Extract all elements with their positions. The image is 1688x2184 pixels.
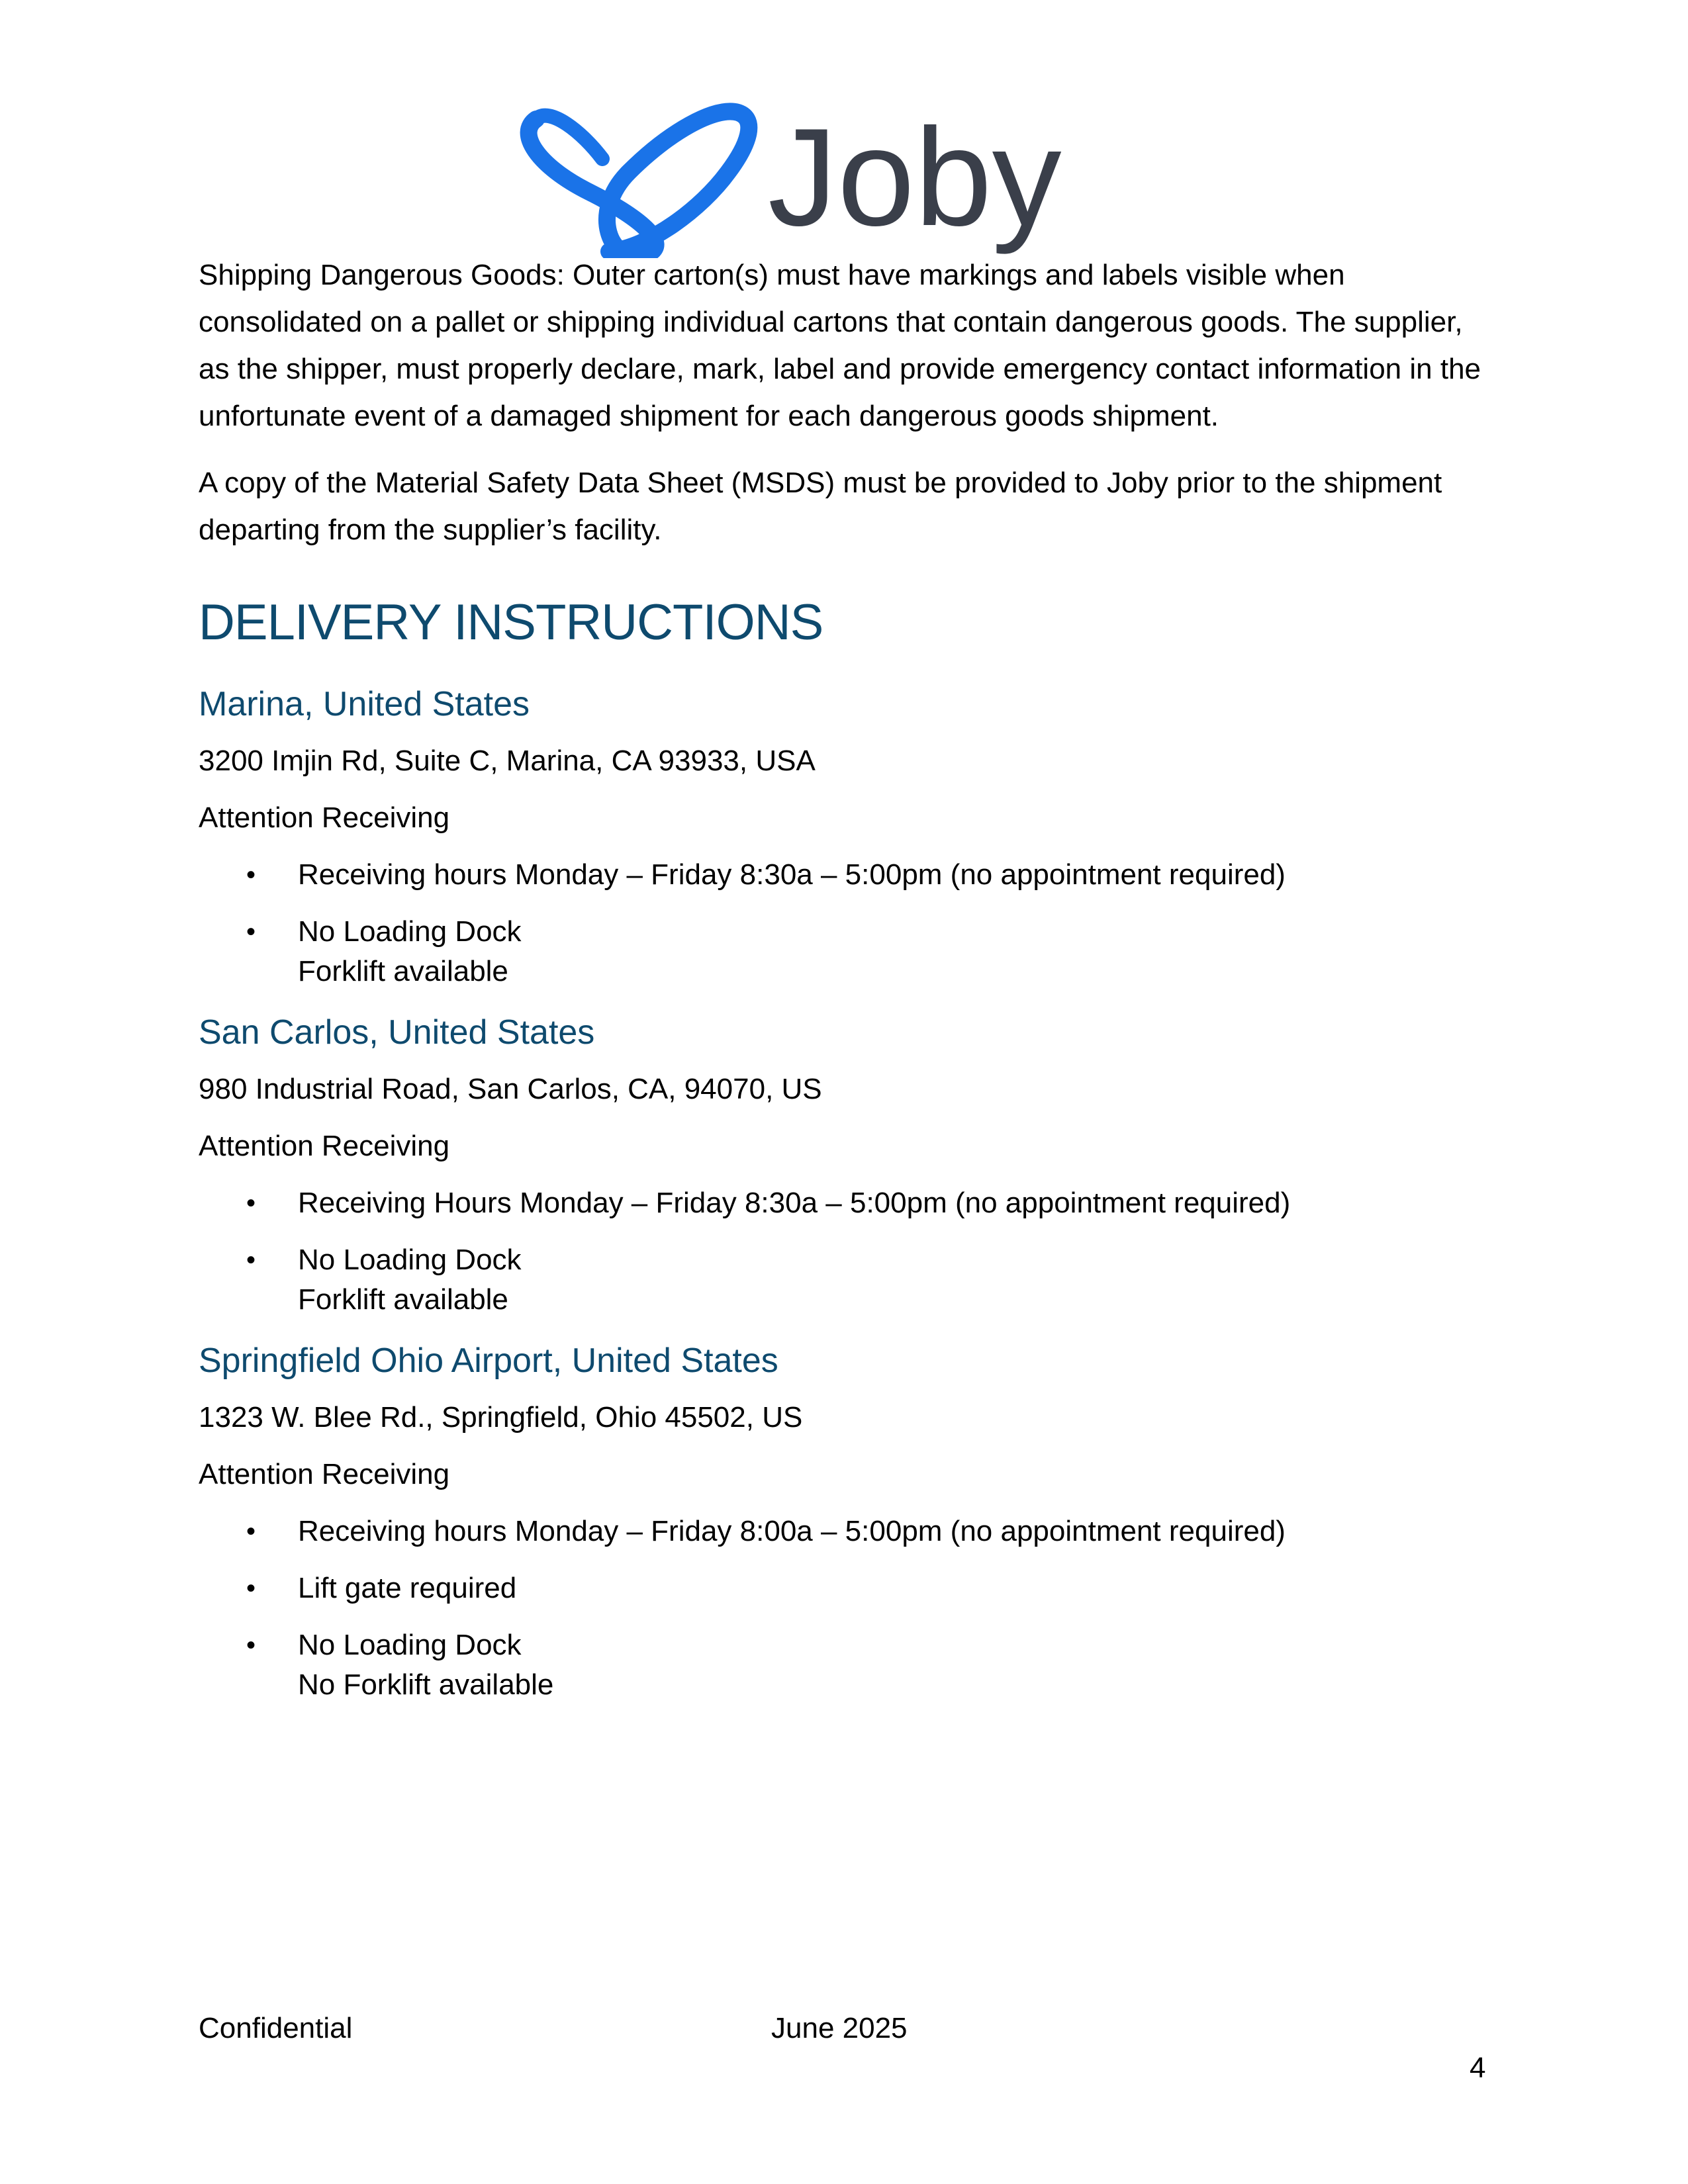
joby-logo <box>510 93 1185 258</box>
msds-paragraph: A copy of the Material Safety Data Sheet (MSDS) must be provided to Joby prior to the shipment departing from the supplier’s facility. <box>199 467 1442 546</box>
list-item: • Lift gate required <box>199 1569 1489 1608</box>
list-item: • Receiving Hours Monday – Friday 8:30a – 5:00pm (no appointment required) <box>199 1183 1489 1223</box>
location-springfield <box>199 1337 1489 1705</box>
bullet-icon: • <box>246 1631 256 1660</box>
attention-line: Attention Receiving <box>199 1458 450 1490</box>
bullet-icon: • <box>246 1517 256 1546</box>
location-san-carlos <box>199 1009 1489 1320</box>
location-heading: San Carlos, United States <box>199 1013 595 1052</box>
list-item: • No Loading Dock Forklift available <box>199 1240 1489 1320</box>
bullet-icon: • <box>246 1574 256 1603</box>
bullet-icon: • <box>246 917 256 946</box>
list-item: • No Loading Dock Forklift available <box>199 912 1489 991</box>
page-number: 4 <box>1470 2052 1486 2084</box>
dangerous-goods-paragraph: Shipping Dangerous Goods: Outer carton(s) must have markings and labels visible when consolidated on a pallet or shipping individual cartons that contain dangerous goods. The supplier, as the shipper, must properly declare, mark, label and provide emergency contact information in the unfortunate event of a damaged shipment for each dangerous goods shipment. <box>199 259 1481 432</box>
location-address: 3200 Imjin Rd, Suite C, Marina, CA 93933, USA <box>199 745 816 777</box>
document-body <box>199 251 1489 1722</box>
location-address: 980 Industrial Road, San Carlos, CA, 94070, US <box>199 1073 822 1105</box>
location-address: 1323 W. Blee Rd., Springfield, Ohio 45502, US <box>199 1401 803 1433</box>
footer-date: June 2025 <box>771 2012 908 2044</box>
section-title: DELIVERY INSTRUCTIONS <box>199 594 823 651</box>
bullet-icon: • <box>246 1189 256 1218</box>
bullet-list <box>199 855 1489 991</box>
location-heading: Springfield Ohio Airport, United States <box>199 1342 778 1380</box>
bullet-icon: • <box>246 860 256 889</box>
footer-confidential: Confidential <box>199 2012 353 2044</box>
list-item: • Receiving hours Monday – Friday 8:30a – 5:00pm (no appointment required) <box>199 855 1489 895</box>
list-item: • No Loading Dock No Forklift available <box>199 1625 1489 1705</box>
logo-wordmark: Joby <box>768 99 1062 255</box>
location-heading: Marina, United States <box>199 685 530 723</box>
list-item: • Receiving hours Monday – Friday 8:00a – 5:00pm (no appointment required) <box>199 1512 1489 1551</box>
bullet-icon: • <box>246 1246 256 1275</box>
attention-line: Attention Receiving <box>199 1130 450 1162</box>
bullet-list <box>199 1512 1489 1705</box>
bullet-list <box>199 1183 1489 1320</box>
location-marina <box>199 680 1489 991</box>
attention-line: Attention Receiving <box>199 801 450 834</box>
